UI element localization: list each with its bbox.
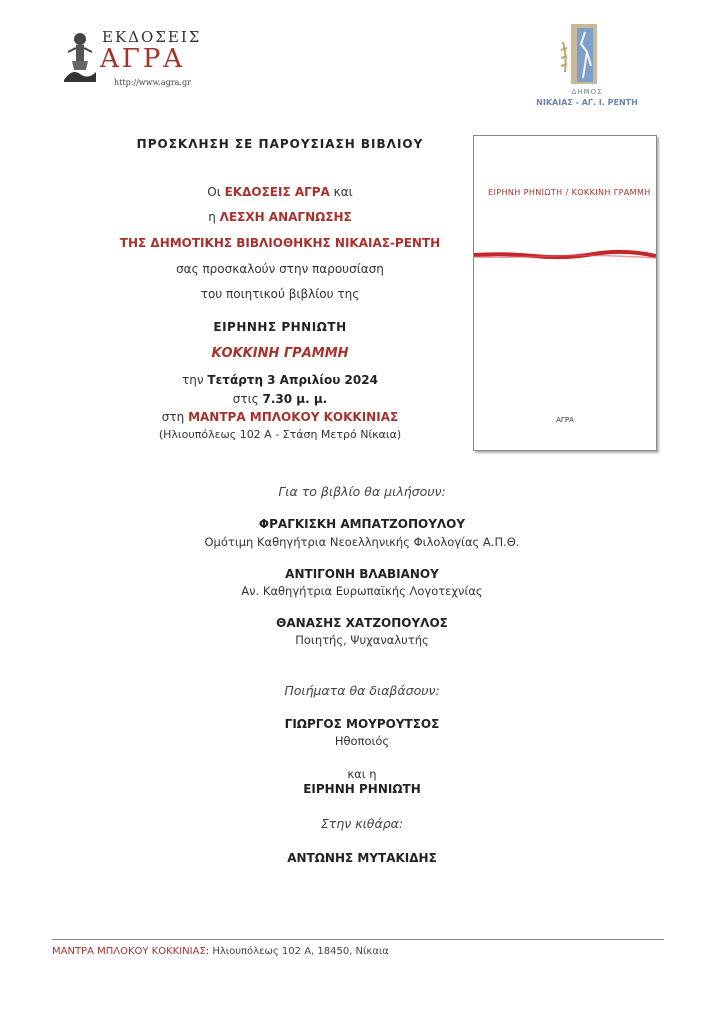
red-line-icon	[474, 244, 656, 268]
reader-2-name: ΕΙΡΗΝΗ ΡΗΝΙΩΤΗ	[303, 782, 421, 796]
event-time-pre: στις	[232, 392, 259, 406]
book-cover	[473, 135, 657, 451]
agra-logo-url: http://www.agra.gr	[114, 78, 191, 87]
agra-logo	[62, 28, 212, 90]
reader-1-role: Ηθοποιός	[334, 734, 390, 748]
invite-line-5: του ποιητικού βιβλίου της	[200, 287, 360, 301]
library-name: ΤΗΣ ΔΗΜΟΤΙΚΗΣ ΒΙΒΛΙΟΘΗΚΗΣ ΝΙΚΑΙΑΣ-ΡΕΝΤΗ	[119, 236, 441, 250]
event-date	[100, 373, 460, 387]
reading-club-name: ΛΕΣΧΗ ΑΝΑΓΝΩΣΗΣ	[219, 210, 352, 224]
speaker-2-name: ΑΝΤΙΓΟΝΗ ΒΛΑΒΙΑΝΟΥ	[285, 567, 439, 581]
dimos-logo-name: ΝΙΚΑΙΑΣ - ΑΓ. Ι. ΡΕΝΤΗ	[536, 98, 638, 107]
speaker-1-role: Ομότιμη Καθηγήτρια Νεοελληνικής Φιλολογίας Α.Π.Θ.	[204, 535, 520, 549]
dimos-logo-word: ΔΗΜΟΣ	[571, 88, 603, 96]
speaker-3-name: ΘΑΝΑΣΗΣ ΧΑΤΖΟΠΟΥΛΟΣ	[276, 616, 448, 630]
event-place	[100, 410, 460, 424]
speaker-3-role: Ποιητής, Ψυχαναλυτής	[295, 633, 429, 647]
reader-1-name: ΓΙΩΡΓΟΣ ΜΟΥΡΟΥΤΣΟΣ	[284, 717, 440, 731]
invite-line-1	[100, 185, 460, 199]
event-place-value: ΜΑΝΤΡΑ ΜΠΛΟΚΟΥ ΚΟΚΚΙΝΙΑΣ	[188, 410, 399, 424]
footer-divider	[52, 939, 664, 940]
footer-address: : Ηλιουπόλεως 102 Α, 18450, Νίκαια	[205, 946, 389, 957]
invitation-heading: ΠΡΟΣΚΛΗΣΗ ΣΕ ΠΑΡΟΥΣΙΑΣΗ ΒΙΒΛΙΟΥ	[136, 137, 424, 151]
invite-line-2	[100, 210, 460, 224]
dimos-emblem-icon	[557, 22, 617, 86]
event-date-value: Τετάρτη 3 Απριλίου 2024	[207, 373, 378, 387]
invite-line-2-pre: η	[208, 210, 216, 224]
event-address: (Ηλιουπόλεως 102 Α - Στάση Μετρό Νίκαια)	[158, 428, 402, 441]
event-time-value: 7.30 μ. μ.	[262, 392, 328, 406]
guitar-heading: Στην κιθάρα:	[320, 816, 404, 831]
author-name: ΕΙΡΗΝΗΣ ΡΗΝΙΩΤΗ	[213, 320, 347, 334]
invite-line-1-pre: Οι	[207, 185, 221, 199]
guitarist-name: ΑΝΤΩΝΗΣ ΜΥΤΑΚΙΔΗΣ	[287, 851, 437, 865]
agra-logo-top: ΕΚΔΟΣΕΙΣ	[102, 28, 202, 46]
invite-line-1-post: και	[333, 185, 353, 199]
publisher-name: ΕΚΔΟΣΕΙΣ ΑΓΡΑ	[224, 185, 330, 199]
cover-title: ΕΙΡΗΝΗ ΡΗΝΙΩΤΗ / ΚΟΚΚΙΝΗ ΓΡΑΜΜΗ	[488, 188, 651, 197]
invite-line-4: σας προσκαλούν στην παρουσίαση	[176, 262, 384, 276]
agra-emblem-icon	[62, 30, 98, 86]
agra-logo-name: ΑΓΡΑ	[100, 44, 186, 74]
speaker-2-role: Αν. Καθηγήτρια Ευρωπαϊκής Λογοτεχνίας	[241, 584, 483, 598]
footer-place: ΜΑΝΤΡΑ ΜΠΛΟΚΟΥ ΚΟΚΚΙΝΙΑΣ	[52, 946, 206, 957]
speakers-heading: Για το βιβλίο θα μιλήσουν:	[278, 484, 446, 499]
event-time	[100, 392, 460, 406]
speaker-1-name: ΦΡΑΓΚΙΣΚΗ ΑΜΠΑΤΖΟΠΟΥΛΟΥ	[258, 517, 466, 531]
footer	[52, 946, 389, 957]
reader-conjunction: και η	[347, 767, 377, 781]
event-place-pre: στη	[161, 410, 185, 424]
readers-heading: Ποιήματα θα διαβάσουν:	[284, 683, 440, 698]
event-date-pre: την	[182, 373, 204, 387]
book-title: ΚΟΚΚΙΝΗ ΓΡΑΜΜΗ	[211, 346, 349, 361]
cover-publisher: ΑΓΡΑ	[556, 416, 574, 424]
dimos-logo	[535, 22, 639, 110]
